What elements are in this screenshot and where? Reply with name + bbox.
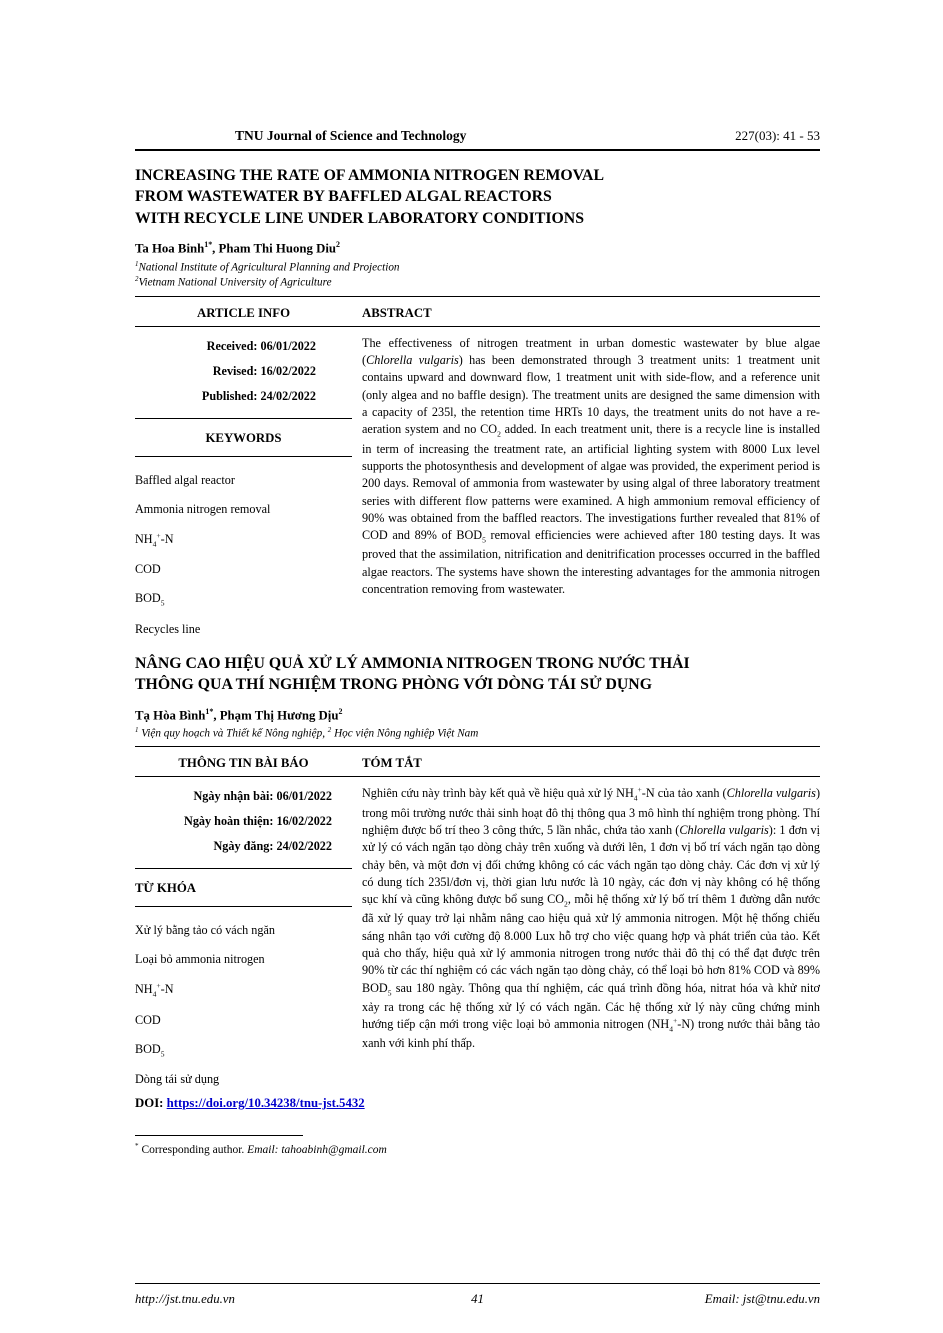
abstract-heading-vi: TÓM TẮT [362, 756, 422, 771]
keyword-item: COD [135, 1012, 161, 1027]
revised-date [135, 364, 316, 379]
revised-date-vi [135, 814, 332, 829]
keywords-heading-en: KEYWORDS [135, 419, 352, 457]
article-dates-vi [135, 777, 352, 869]
doi-label: DOI: [135, 1096, 167, 1111]
affiliations-en [135, 260, 820, 291]
article-info-heading-vi: THÔNG TIN BÀI BÁO [178, 756, 309, 771]
title-line: WITH RECYCLE LINE UNDER LABORATORY CONDITIONS [135, 209, 584, 227]
footnote-block [135, 1135, 820, 1156]
keyword-item: Ammonia nitrogen removal [135, 501, 271, 516]
date-value: 16/02/2022 [276, 814, 332, 829]
received-date [135, 339, 316, 354]
received-date-vi [135, 789, 332, 804]
issue-pages: 227(03): 41 - 53 [735, 128, 820, 143]
title-line: NÂNG CAO HIỆU QUẢ XỬ LÝ AMMONIA NITROGEN TRONG NƯỚC THẢI [135, 654, 690, 672]
article-info-abstract-vi [135, 777, 820, 1087]
title-line: FROM WASTEWATER BY BAFFLED ALGAL REACTORS [135, 188, 552, 206]
affiliation-line: $^1$ Viện quy hoạch và Thiết kế Nông nghiệp, $^2$ Học viện Nông nghiệp Việt Nam [135, 725, 479, 740]
section-headings-vi [135, 747, 820, 777]
article-title-en [135, 165, 820, 229]
keyword-item: Baffled algal reactor [135, 472, 235, 487]
published-date [135, 389, 316, 404]
keyword-item: $BOD_5$ [135, 1041, 165, 1059]
article-dates-en [135, 327, 352, 419]
keyword-item: $NH_4^+-N$ [135, 530, 174, 549]
published-date-vi [135, 839, 332, 854]
date-value: 06/01/2022 [260, 338, 316, 353]
date-value: 16/02/2022 [260, 363, 316, 378]
doi-line [135, 1096, 820, 1111]
keyword-item: Loại bỏ ammonia nitrogen [135, 952, 265, 967]
title-line: THÔNG QUA THÍ NGHIỆM TRONG PHÒNG VỚI DÒNG TÁI SỬ DỤNG [135, 676, 652, 694]
corresponding-author-note: * Corresponding author. Email: tahoabinh@gmail.com [135, 1142, 387, 1157]
authors-en: Ta Hoa Binh$^{1*}$, Pham Thi Huong Diu$^2$ [135, 240, 340, 256]
date-label: Ngày hoàn thiện: [184, 814, 274, 829]
page-header [135, 128, 820, 151]
keyword-item: $NH_4^+-N$ [135, 981, 174, 999]
authors-vi: Tạ Hòa Bình$^{1*}$, Phạm Thị Hương Dịu$^2$ [135, 706, 343, 722]
article-title-vi [135, 653, 820, 696]
title-line: INCREASING THE RATE OF AMMONIA NITROGEN REMOVAL [135, 167, 604, 184]
footer-email: Email: jst@tnu.edu.vn [704, 1292, 820, 1306]
date-label: Received: [206, 338, 258, 353]
date-label: Revised: [212, 363, 258, 378]
journal-title: TNU Journal of Science and Technology [235, 128, 467, 143]
abstract-text-en: The effectiveness of nitrogen treatment in urban domestic wastewater by blue algae (Chlorella vulgaris) has been demonstrated through 3 treatment units: 1 treatment unit contains upward and downward flow, 1 treatment unit with side-flow, and a reference unit (only algea and no baffle design). The treatment units are designed the same dimension with a capacity of 235l, the retention time HRTs 10 days, the treatment units do not have a re-aeration system and no $CO_2$ added. In each treatment unit, there is a recycle line is installed in term of increasing the treatment rate, an artificial lighting system with 8000 Lux level supports the photosynthesis and development of algae was provided, the experiment period is 200 days. Removal of ammonia from wastewater by using algal of three laboratory treatment series with different flow patterns were examined. A high ammonium removal efficiency of 90% was obtained from the baffled reactors. The investigations further revealed that 81% of COD and 89% of $BOD_5$ removal efficiencies were achieved after 180 testing days. It was proved that the assimilation, nitrification and denitrification processes occurred in the baffled algae reactors. The systems have shown the interesting advantages for the ammonia nitrogen concentration removing from wastewater. [362, 335, 821, 596]
page-footer [135, 1283, 820, 1307]
date-label: Ngày đăng: [213, 839, 274, 854]
keyword-item: Xử lý bằng tảo có vách ngăn [135, 923, 275, 938]
keywords-list-vi [135, 907, 352, 1087]
article-info-abstract-en [135, 327, 820, 637]
footer-site-url: http://jst.tnu.edu.vn [135, 1292, 235, 1306]
keyword-item: $BOD_5$ [135, 591, 165, 608]
section-headings-en [135, 297, 820, 327]
footnote-divider [135, 1135, 303, 1136]
affiliations-vi [135, 726, 820, 742]
keyword-item: Dòng tái sử dụng [135, 1072, 220, 1087]
keywords-list-en [135, 457, 352, 637]
date-value: 06/01/2022 [276, 789, 332, 804]
date-value: 24/02/2022 [260, 388, 316, 403]
doi-link[interactable]: https://doi.org/10.34238/tnu-jst.5432 [166, 1096, 365, 1111]
article-info-heading-en: ARTICLE INFO [196, 305, 291, 320]
keyword-item: COD [135, 562, 161, 577]
abstract-text-vi: Nghiên cứu này trình bày kết quả về hiệu quả xử lý $NH_4^+-N$ của tảo xanh (Chlorella vulgaris) trong môi trường nước thải sinh hoạt đô thị thông qua 3 mô hình thí nghiệm trong phòng. Thí nghiệm được bố trí theo 3 công thức, 5 lần nhắc, chứa tảo xanh (Chlorella vulgaris): 1 đơn vị xử lý có vách ngăn tạo dòng chảy trên xuống và dưới lên, 1 đơn vị bố trí vách ngăn tạo dòng chảy bên, và một đơn vị đối chứng không có các vách ngăn tạo dòng chảy. Các đơn vị xử lý có dung tích 235l/đơn vị, thời gian lưu nước là 10 ngày, các đơn vị này không có hệ thống sục khí và cũng không được bổ sung $CO_2$, mỗi hệ thống xử lý bố trí thêm 1 đường dẫn nước đã xử lý quay trở lại nhằm nâng cao hiệu quả xử lý ammonia nitrogen. Một hệ thống chiếu sáng nhân tạo với cường độ 8.000 Lux hỗ trợ cho việc quang hợp và phát triển của tảo. Kết quả cho thấy, hiệu quả xử lý ammonia nitrogen trong nước thải đô thị có thể đạt được trên 90% từ các thí nghiệm có các vách ngăn tạo dòng chảy, có thể loại bỏ hơn 81% COD và 89% $BOD_5$ sau 180 ngày. Thông qua thí nghiệm, các quá trình đồng hóa, nitrat hóa và khử nitơ xảy ra trong các hệ thống xử lý có vách ngăn. Các hệ thống xử lý này cũng chứng minh hướng tiếp cận mới trong việc loại bỏ ammonia nitrogen $(NH_4^+-N)$ trong nước thải bằng tảo xanh với kinh phí thấp. [362, 785, 820, 1051]
footer-page-number: 41 [471, 1292, 484, 1306]
date-label: Ngày nhận bài: [193, 789, 274, 804]
affiliation-line: $^2$Vietnam National University of Agriculture [135, 275, 332, 289]
date-label: Published: [201, 388, 258, 403]
affiliation-line: $^1$National Institute of Agricultural Planning and Projection [135, 259, 400, 274]
date-value: 24/02/2022 [276, 839, 332, 854]
abstract-heading-en: ABSTRACT [362, 305, 432, 320]
keyword-item: Recycles line [135, 621, 201, 636]
keywords-heading-vi: TỪ KHÓA [135, 869, 352, 907]
article-info-column-en [135, 327, 352, 637]
article-info-column-vi [135, 777, 352, 1087]
